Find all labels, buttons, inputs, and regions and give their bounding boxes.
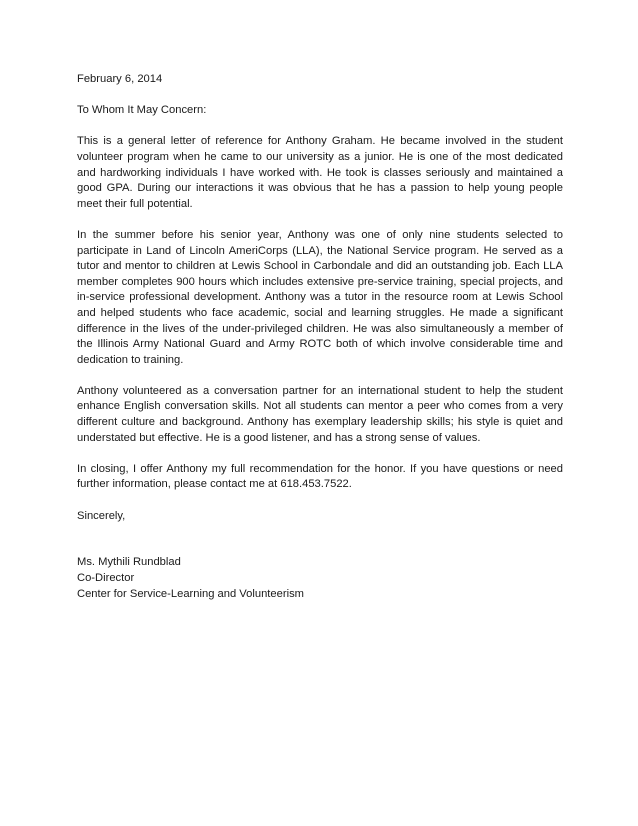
signature-name: Ms. Mythili Rundblad	[77, 556, 181, 569]
letter-page	[77, 72, 563, 602]
signature-title: Co-Director	[77, 572, 135, 584]
letter-paragraph-2: In the summer before his senior year, Anthony was one of only nine students selected to participate in Land of Lincoln AmeriCorps (LLA), the National Service program. He served as a tutor and mentor to children at Lewis School in Carbondale and did an outstanding job. Each LLA member completes 900 hours which includes extensive pre-service training, special projects, and in-service professional development. Anthony was a tutor in the resource room at Lewis School and helped students who face academic, social and learning struggles. He made a significant difference in the lives of the under-privileged children. He was also simultaneously a member of the Illinois Army National Guard and Army ROTC both of which involve considerable time and dedication to training.	[77, 228, 563, 366]
letter-salutation: To Whom It May Concern:	[77, 104, 207, 117]
letter-closing: Sincerely,	[77, 509, 126, 522]
letter-paragraph-3: Anthony volunteered as a conversation partner for an international student to help the student enhance English conversation skills. Not all students can mentor a peer who comes from a very different culture and background. Anthony has exemplary leadership skills; his style is quiet and understated but effective. He is a good listener, and has a strong sense of values.	[77, 384, 563, 444]
letter-paragraph-4: In closing, I offer Anthony my full recommendation for the honor. If you have questions or need further information, please contact me at 618.453.7522.	[77, 462, 563, 491]
signature-organization: Center for Service-Learning and Volunteerism	[77, 587, 304, 600]
letter-date: February 6, 2014	[77, 73, 163, 85]
letter-paragraph-1: This is a general letter of reference for Anthony Graham. He became involved in the student volunteer program when he came to our university as a junior. He is one of the most dedicated and hardworking individuals I have worked with. He took is classes seriously and maintained a good GPA. During our interactions it was obvious that he has a passion to help young people meet their full potential.	[77, 135, 563, 210]
